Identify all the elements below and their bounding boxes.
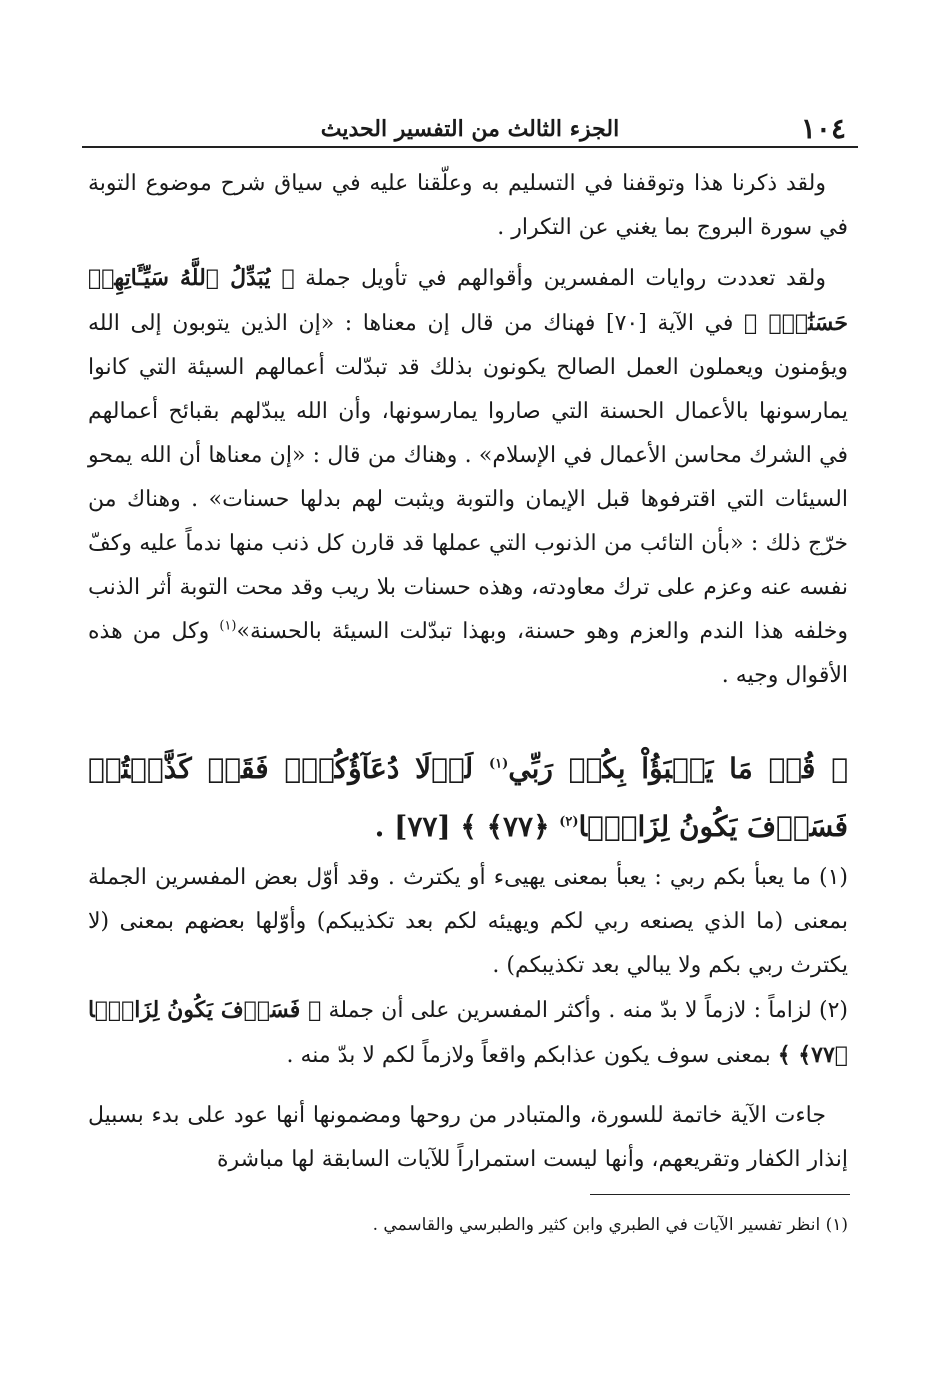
verse-note-ref-1: (١) (488, 756, 509, 772)
quran-quote: ﴿ فَسَوۡفَ يَكُونُ لِزَامَۢا ﴿٧٧﴾ ﴾ (88, 997, 848, 1068)
verse-notes (88, 856, 848, 1078)
quran-quote: ﴿ يُبَدِّلُ ٱللَّهُ سَيِّـَٔاتِهِمۡ حَسَنَٰتٖۗ ﴾ (88, 265, 848, 336)
quran-verse-77 (88, 740, 848, 856)
paragraph-body: في الآية [٧٠] فهناك من قال إن معناها : «إن الذين يتوبون إلى الله ويؤمنون ويعملون العمل الصالح يكونون بذلك قد تبدّلت أعمالهم السيئة التي كانوا يمارسونها بالأعمال الحسنة التي صاروا يمارسونها، وأن الله يبدّلهم بقبائح أعمالهم في الشرك محاسن الأعمال في الإسلام» . وهناك من قال : «إن معناها أن الله يمحو السيئات التي اقترفوها قبل الإيمان والتوبة ويثبت لهم بدلها حسنات» . وهناك من خرّج ذلك : «بأن التائب من الذنوب التي عملها قد قارن كل ذنب منها ندماً عليه وكفّ نفسه عنه وعزم على ترك معاودته، وهذه حسنات بلا ريب وقد محت التوبة أثر الذنب وخلفه هذا الندم والعزم وهو حسنة، وبهذا تبدّلت السيئة بالحسنة» (88, 311, 848, 644)
verse-part: ﴿ قُلۡ مَا يَعۡبَؤُاْ بِكُمۡ رَبِّي (508, 752, 849, 785)
note-text: (٢) لزاماً : لازماً لا بدّ منه . وأكثر المفسرين على أن جملة (321, 998, 848, 1023)
page-header (82, 104, 858, 144)
paragraph-text: ولقد ذكرنا هذا وتوقفنا في التسليم به وعلّقنا عليه في سياق شرح موضوع التوبة في سورة البروج بما يغني عن التكرار . (88, 171, 848, 240)
footnote-divider (590, 1194, 850, 1195)
verse-number: ﴿٧٧﴾ ﴾ [٧٧] . (374, 810, 560, 843)
running-title: الجزء الثالث من التفسير الحديث (320, 116, 620, 142)
page-number: ١٠٤ (800, 112, 846, 145)
paragraph-repentance-note (88, 162, 848, 250)
footnote-reference: (١) (219, 618, 237, 634)
note-text: بمعنى سوف يكون عذابكم واقعاً ولازماً لكم لا بدّ منه . (286, 1043, 778, 1068)
header-divider (82, 146, 858, 148)
verse-note-1: (١) ما يعبأ بكم ربي : يعبأ بمعنى يهيىء أو يكترث . وقد أوّل بعض المفسرين الجملة بمعنى (ما الذي يصنعه ربي لكم ويهيئه لكم بعد تكذيبكم) وأوّلها بعضهم بمعنى (لا يكترث ربي بكم ولا يبالي بعد تكذيبكم) . (88, 865, 848, 978)
paragraph-interpretations (88, 256, 848, 698)
verse-part: لَوۡلَا دُعَآؤُكُمۡۖ فَقَدۡ كَذَّبۡتُمۡ فَسَوۡفَ يَكُونُ لِزَامَۢا (88, 752, 848, 843)
verse-note-ref-2: (٢) (559, 814, 579, 830)
paragraph-intro: ولقد تعددت روايات المفسرين وأقوالهم في تأويل جملة (294, 266, 826, 291)
paragraph-text (88, 256, 848, 698)
footnote: (١) انظر تفسير الآيات في الطبري وابن كثير والطبرسي والقاسمي . (372, 1215, 848, 1235)
verse-note-2 (88, 988, 848, 1078)
paragraph-text: جاءت الآية خاتمة للسورة، والمتبادر من روحها ومضمونها أنها عود على بدء بسبيل إنذار الكفار وتقريعهم، وأنها ليست استمراراً للآيات السابقة لها مباشرة (88, 1103, 848, 1172)
paragraph-ending: وكل من هذه الأقوال وجيه . (88, 619, 848, 688)
paragraph-commentary (88, 1094, 848, 1182)
